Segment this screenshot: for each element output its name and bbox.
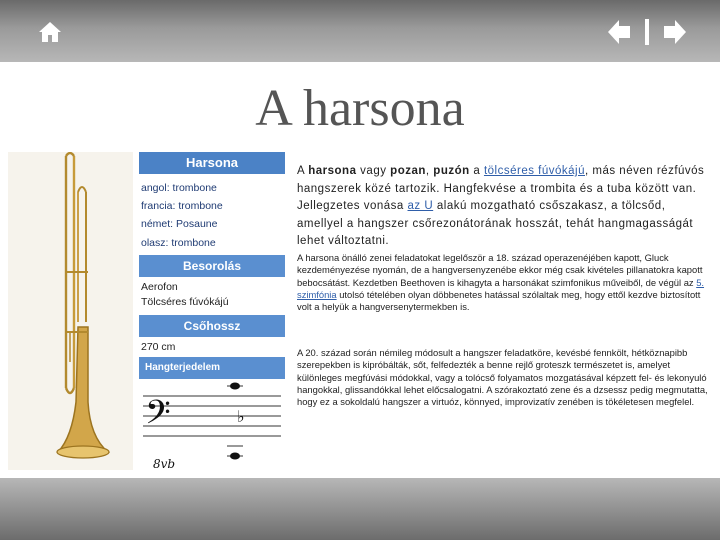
infobox-value: trombone [171, 237, 216, 249]
text: utolsó tételében olyan döbbenetes hatással szólaltak meg, hogy ettől kezdve biztosított volt a helyük a hangversenytermekben is. [297, 288, 701, 313]
text: vagy [356, 165, 391, 177]
term-puzon: puzón [433, 165, 470, 177]
besorolas-item: Aerofon [141, 281, 178, 293]
infobox-key: olasz: [141, 237, 169, 249]
infobox-section-csohossz: Csőhossz [139, 315, 285, 337]
infobox-value: trombone [172, 182, 217, 194]
infobox-header: Harsona [139, 152, 285, 174]
text: a [469, 165, 484, 177]
link-az-u[interactable]: az U [407, 200, 434, 212]
infobox-key: francia: [141, 200, 176, 212]
infobox [8, 152, 278, 470]
infobox-row-angol [141, 181, 285, 195]
term-harsona: harsona [308, 165, 357, 177]
infobox-key: német: [141, 218, 174, 230]
text: , [425, 165, 434, 177]
text: A [297, 165, 309, 177]
infobox-row-nemet [141, 217, 285, 231]
infobox-row-francia [141, 199, 285, 213]
text: alakú mozgatható csőszakasz, a tölcsőd, amellyel a hangszer csőrezonátorának hosszát, tehát hangmagasságát lehet változtatni. [297, 200, 694, 247]
text: , más néven rézfúvós hangszerek közé tartozik. Hangfekvése a trombita és a tuba között van. Jellegzetes vonása [297, 165, 705, 212]
infobox-key: angol: [141, 182, 170, 194]
infobox-value: trombone [178, 200, 223, 212]
paragraph-history [297, 252, 712, 313]
bass-clef: 𝄢 [145, 394, 171, 440]
top-bar [0, 0, 720, 62]
home-icon[interactable] [38, 20, 62, 44]
trombone-image [8, 152, 133, 470]
paragraph-intro [297, 163, 712, 251]
nav-separator [645, 19, 649, 45]
slide-title: A harsona [255, 80, 465, 137]
range-staff-image [139, 380, 285, 470]
link-tolcseres-fuvokaju[interactable]: tölcséres fúvókájú [483, 165, 585, 177]
text: A 20. század során némileg módosult a hangszer feladatköre, kevésbé fennkölt, hétköznapibb szerepekben is kipróbálták, sőt, felfedezték a benne rejlő groteszk természetet is, amelyet különleges megfúvási módokkal, vagy a tolócső folyamatos mozgatásával képzett fel- és lekonyuló hangokkal, glissandókkal lehet előcsalogatni. A szórakoztató zene és a dzsessz pedig megmutatta, hogy ez a sokoldalú hangszer a virtuóz, könnyed, improvizatív zenében is tökéletesen megfelel. [297, 347, 708, 408]
bottom-bar [0, 478, 720, 540]
paragraph-20th-century [297, 347, 712, 408]
arrow-right-icon[interactable] [660, 18, 688, 46]
csohossz-value: 270 cm [141, 341, 176, 353]
link-5-szimfonia[interactable]: 5. szimfónia [297, 276, 705, 300]
arrow-left-icon[interactable] [606, 18, 634, 46]
infobox-row-olasz [141, 236, 285, 250]
infobox-section-besorolas: Besorolás [139, 255, 285, 277]
besorolas-item: Tölcséres fúvókájú [141, 296, 229, 308]
octave-label: 8vb [153, 457, 176, 470]
term-pozan: pozan [390, 165, 426, 177]
text: A harsona önálló zenei feladatokat legelőször a 18. század operazenéjében kapott, Gluck kezdeményezése nyomán, de a hangversenyzenébe ekkor még csak kivételes pillanatokra kapott bebocsátást. Kezdetben Beethoven is kihagyta a harsonákat szimfonikus műveiből, de végül az [297, 252, 703, 288]
svg-text:♭: ♭ [237, 407, 245, 426]
infobox-section-hangterjedelem: Hangterjedelem [139, 357, 285, 379]
infobox-value: Posaune [176, 218, 218, 230]
